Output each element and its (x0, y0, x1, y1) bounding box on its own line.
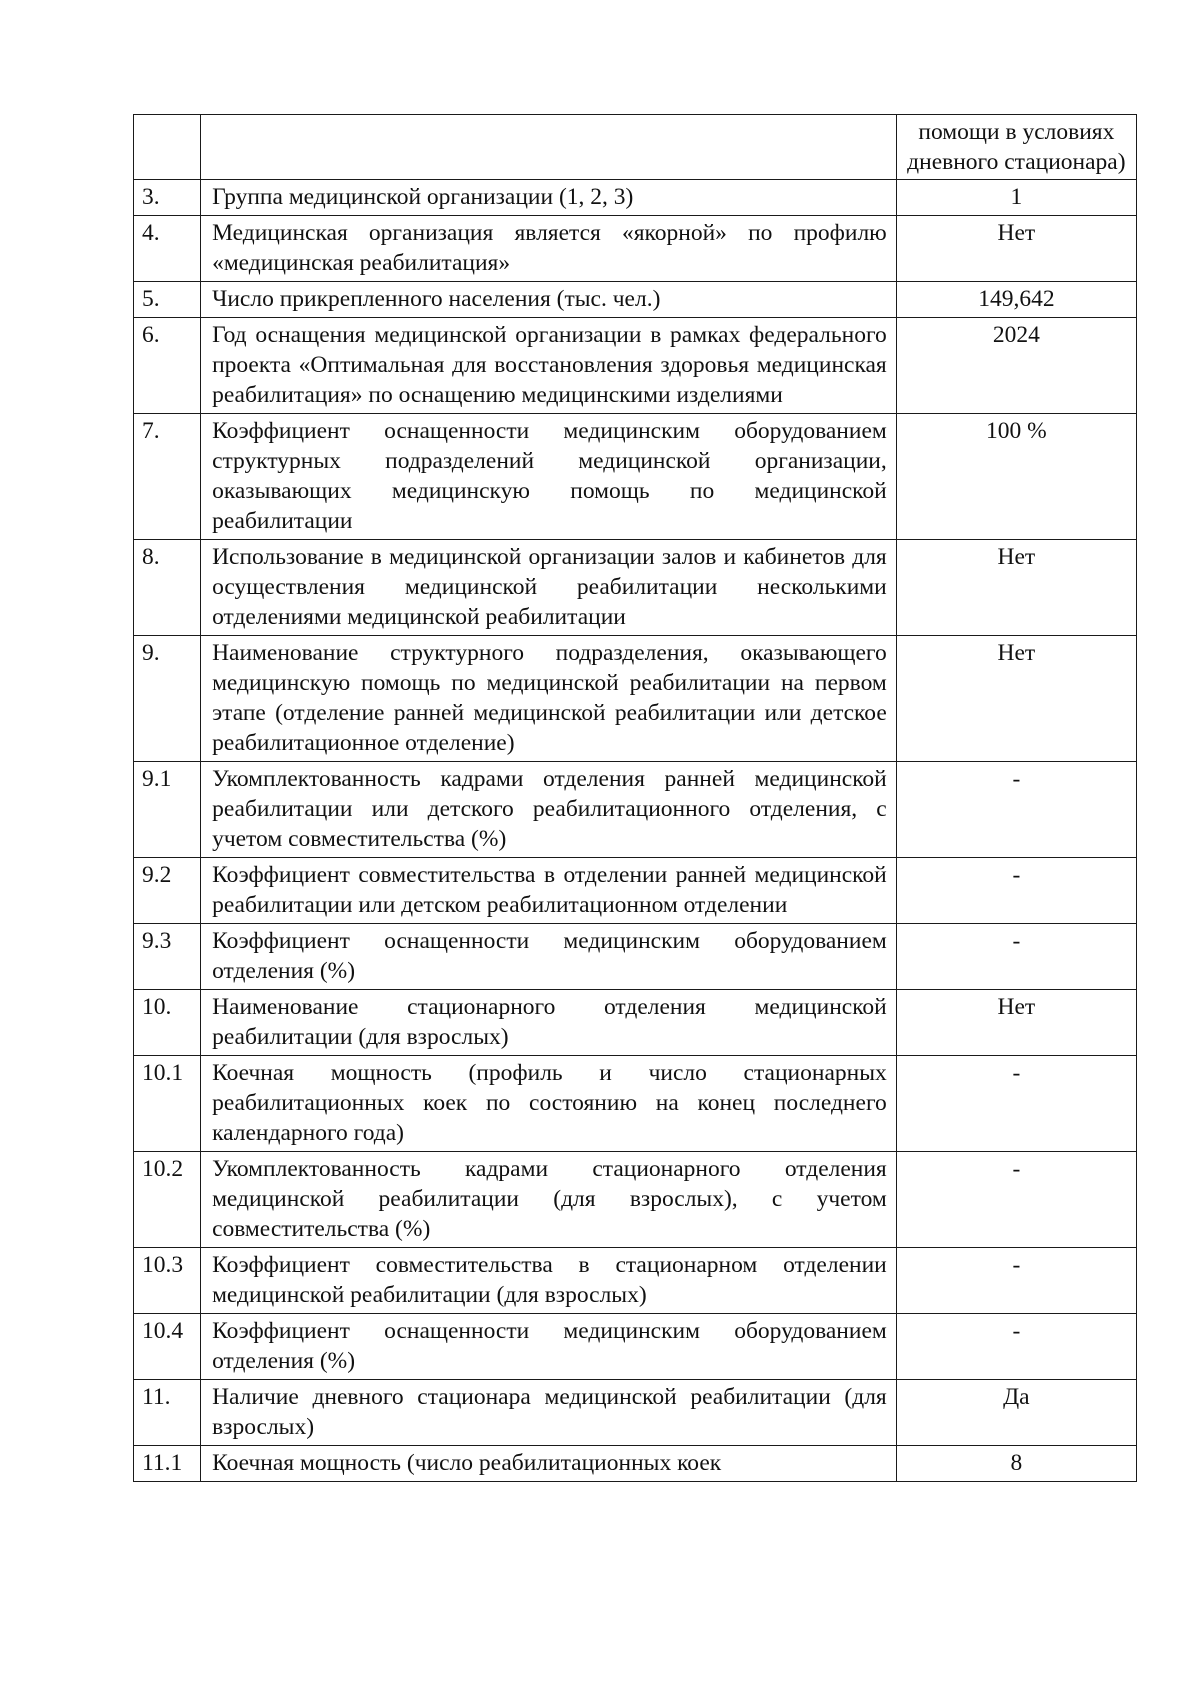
row-value: Нет (896, 636, 1136, 762)
row-number: 10.4 (134, 1314, 201, 1380)
table-row (134, 1056, 1137, 1152)
table-row (134, 216, 1137, 282)
row-value: - (896, 1314, 1136, 1380)
row-value: 100 % (896, 414, 1136, 540)
row-number: 8. (134, 540, 201, 636)
table-row (134, 282, 1137, 318)
row-value: - (896, 924, 1136, 990)
table-row (134, 318, 1137, 414)
row-description: Укомплектованность кадрами стационарного отделения медицинской реабилитации (для взрослых), с учетом совместительства (%) (201, 1152, 897, 1248)
row-description: Коэффициент совместительства в стационарном отделении медицинской реабилитации (для взрослых) (201, 1248, 897, 1314)
row-value: - (896, 762, 1136, 858)
table-row (134, 115, 1137, 180)
row-number: 9.3 (134, 924, 201, 990)
row-number: 6. (134, 318, 201, 414)
row-description: Медицинская организация является «якорной» по профилю «медицинская реабилитация» (201, 216, 897, 282)
row-value: помощи в условиях дневного стационара) (896, 115, 1136, 180)
row-number: 9. (134, 636, 201, 762)
row-description: Укомплектованность кадрами отделения ранней медицинской реабилитации или детского реабилитационного отделения, с учетом совместительства (%) (201, 762, 897, 858)
indicators-table (133, 114, 1137, 1482)
row-number: 10. (134, 990, 201, 1056)
row-description: Коэффициент оснащенности медицинским оборудованием структурных подразделений медицинской организации, оказывающих медицинскую помощь по медицинской реабилитации (201, 414, 897, 540)
table-row (134, 1314, 1137, 1380)
table-row (134, 1248, 1137, 1314)
table-row (134, 924, 1137, 990)
row-description: Коэффициент оснащенности медицинским оборудованием отделения (%) (201, 924, 897, 990)
row-value: 1 (896, 180, 1136, 216)
row-number: 3. (134, 180, 201, 216)
row-value: - (896, 858, 1136, 924)
table-row (134, 636, 1137, 762)
row-description: Наименование стационарного отделения медицинской реабилитации (для взрослых) (201, 990, 897, 1056)
row-number (134, 115, 201, 180)
row-description: Коечная мощность (число реабилитационных коек (201, 1446, 897, 1482)
row-description: Коэффициент совместительства в отделении ранней медицинской реабилитации или детском реабилитационном отделении (201, 858, 897, 924)
row-value: 8 (896, 1446, 1136, 1482)
row-value: - (896, 1152, 1136, 1248)
row-number: 10.2 (134, 1152, 201, 1248)
row-description: Использование в медицинской организации залов и кабинетов для осуществления медицинской реабилитации несколькими отделениями медицинской реабилитации (201, 540, 897, 636)
row-number: 7. (134, 414, 201, 540)
row-description: Наличие дневного стационара медицинской реабилитации (для взрослых) (201, 1380, 897, 1446)
row-value: Да (896, 1380, 1136, 1446)
row-number: 9.1 (134, 762, 201, 858)
row-description: Число прикрепленного населения (тыс. чел.) (201, 282, 897, 318)
row-number: 9.2 (134, 858, 201, 924)
row-number: 10.3 (134, 1248, 201, 1314)
row-number: 4. (134, 216, 201, 282)
table-row (134, 1380, 1137, 1446)
row-description: Коечная мощность (профиль и число стационарных реабилитационных коек по состоянию на конец последнего календарного года) (201, 1056, 897, 1152)
row-value: 2024 (896, 318, 1136, 414)
row-value: - (896, 1248, 1136, 1314)
row-value: - (896, 1056, 1136, 1152)
table-row (134, 990, 1137, 1056)
table-row (134, 414, 1137, 540)
row-description: Группа медицинской организации (1, 2, 3) (201, 180, 897, 216)
row-description: Наименование структурного подразделения, оказывающего медицинскую помощь по медицинской реабилитации на первом этапе (отделение ранней медицинской реабилитации или детское реабилитационное отделение) (201, 636, 897, 762)
table-row (134, 1446, 1137, 1482)
table-row (134, 858, 1137, 924)
row-value: Нет (896, 990, 1136, 1056)
row-number: 5. (134, 282, 201, 318)
row-number: 10.1 (134, 1056, 201, 1152)
row-description (201, 115, 897, 180)
row-number: 11. (134, 1380, 201, 1446)
table-row (134, 540, 1137, 636)
table-row (134, 762, 1137, 858)
table-row (134, 180, 1137, 216)
table-row (134, 1152, 1137, 1248)
row-description: Год оснащения медицинской организации в рамках федерального проекта «Оптимальная для восстановления здоровья медицинская реабилитация» по оснащению медицинскими изделиями (201, 318, 897, 414)
row-value: Нет (896, 540, 1136, 636)
row-description: Коэффициент оснащенности медицинским оборудованием отделения (%) (201, 1314, 897, 1380)
row-number: 11.1 (134, 1446, 201, 1482)
row-value: Нет (896, 216, 1136, 282)
row-value: 149,642 (896, 282, 1136, 318)
